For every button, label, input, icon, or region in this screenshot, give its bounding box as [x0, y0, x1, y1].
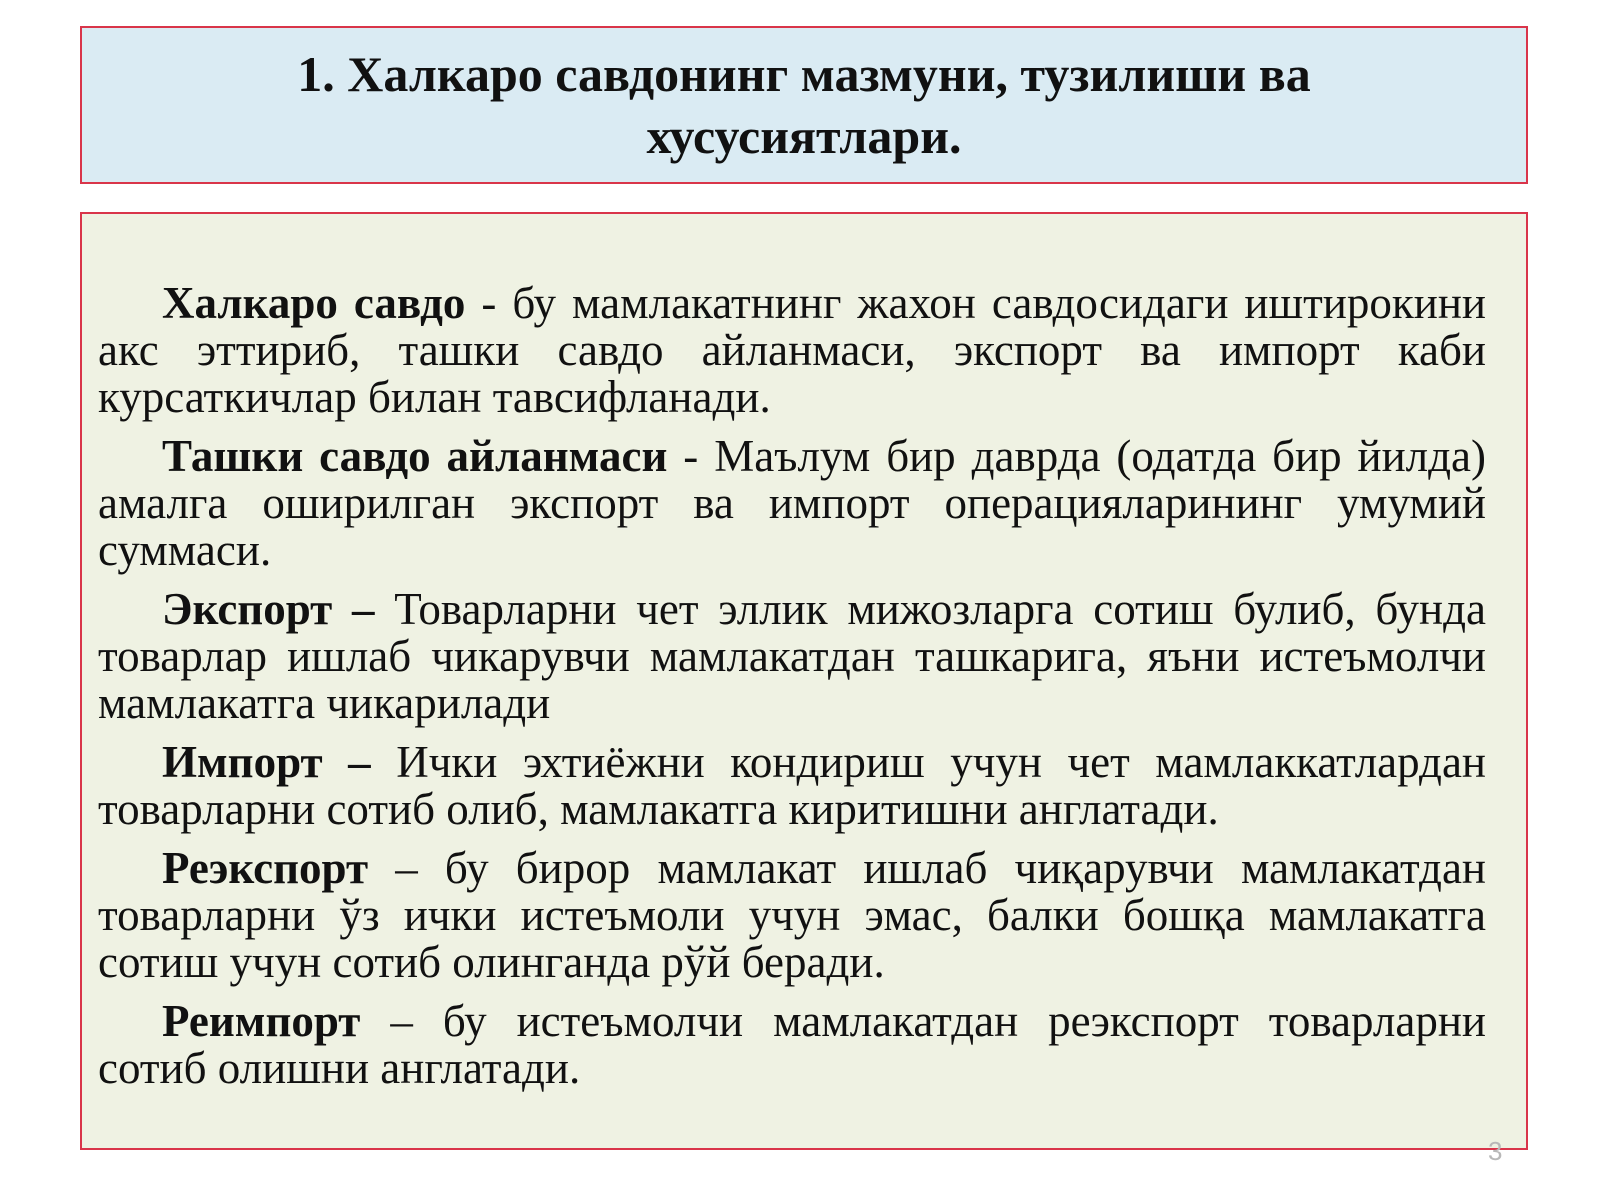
definition-separator: - — [465, 278, 513, 328]
definition-text: бу мамлакатнинг жахон савдосидаги иштирокини акс эттириб, ташки савдо айланмаси, экспорт ва импорт каби курсаткичлар билан тавсифланади. — [98, 278, 1486, 422]
slide-title — [257, 43, 1350, 167]
definition-separator — [375, 584, 395, 634]
definition-text: Товарларни чет эллик мижозларга сотиш булиб, бунда товарлар ишлаб чикарувчи мамлакатдан ташкарига, яъни истеъмолчи мамлакатга чикарилади — [98, 584, 1487, 728]
definition-text: Ички эхтиёжни кондириш учун чет мамлаккатлардан товарларни сотиб олиб, мамлакатга киритишни англатади. — [98, 737, 1487, 834]
definition-term: Реимпорт — [162, 996, 361, 1046]
definition-separator: – — [360, 996, 443, 1046]
definition-text: бу бирор мамлакат ишлаб чиқарувчи мамлакатдан товарларни ўз ички истеъмоли учун эмас, балки бошқа мамлакатга сотиш учун сотиб олинганда рўй беради. — [98, 843, 1487, 987]
definition-import — [98, 739, 1486, 833]
definition-reexport — [98, 845, 1486, 986]
definition-foreign-trade-turnover — [98, 433, 1486, 574]
definitions-panel — [80, 212, 1528, 1150]
slide-title-line-2: хусусиятлари. — [646, 108, 962, 164]
definition-reimport — [98, 998, 1486, 1092]
definition-term: Экспорт – — [162, 584, 375, 634]
definition-term: Халкаро савдо — [162, 278, 466, 328]
definition-text: бу истеъмолчи мамлакатдан реэкспорт товарларни сотиб олишни англатади. — [98, 996, 1486, 1093]
title-banner — [80, 26, 1528, 184]
definition-international-trade — [98, 280, 1486, 421]
definition-separator: - — [667, 431, 715, 481]
slide-title-line-1: 1. Халкаро савдонинг мазмуни, тузилиши ва — [297, 46, 1311, 102]
page-number: 3 — [1488, 1136, 1503, 1166]
definition-separator — [371, 737, 397, 787]
definition-export — [98, 586, 1486, 727]
definition-term: Ташки савдо айланмаси — [162, 431, 668, 481]
definition-term: Импорт – — [162, 737, 371, 787]
definition-text: Маълум бир даврда (одатда бир йилда) амалга оширилган экспорт ва импорт операцияларининг умумий суммаси. — [98, 431, 1486, 575]
definition-separator: – — [368, 843, 445, 893]
definition-term: Реэкспорт — [162, 843, 369, 893]
